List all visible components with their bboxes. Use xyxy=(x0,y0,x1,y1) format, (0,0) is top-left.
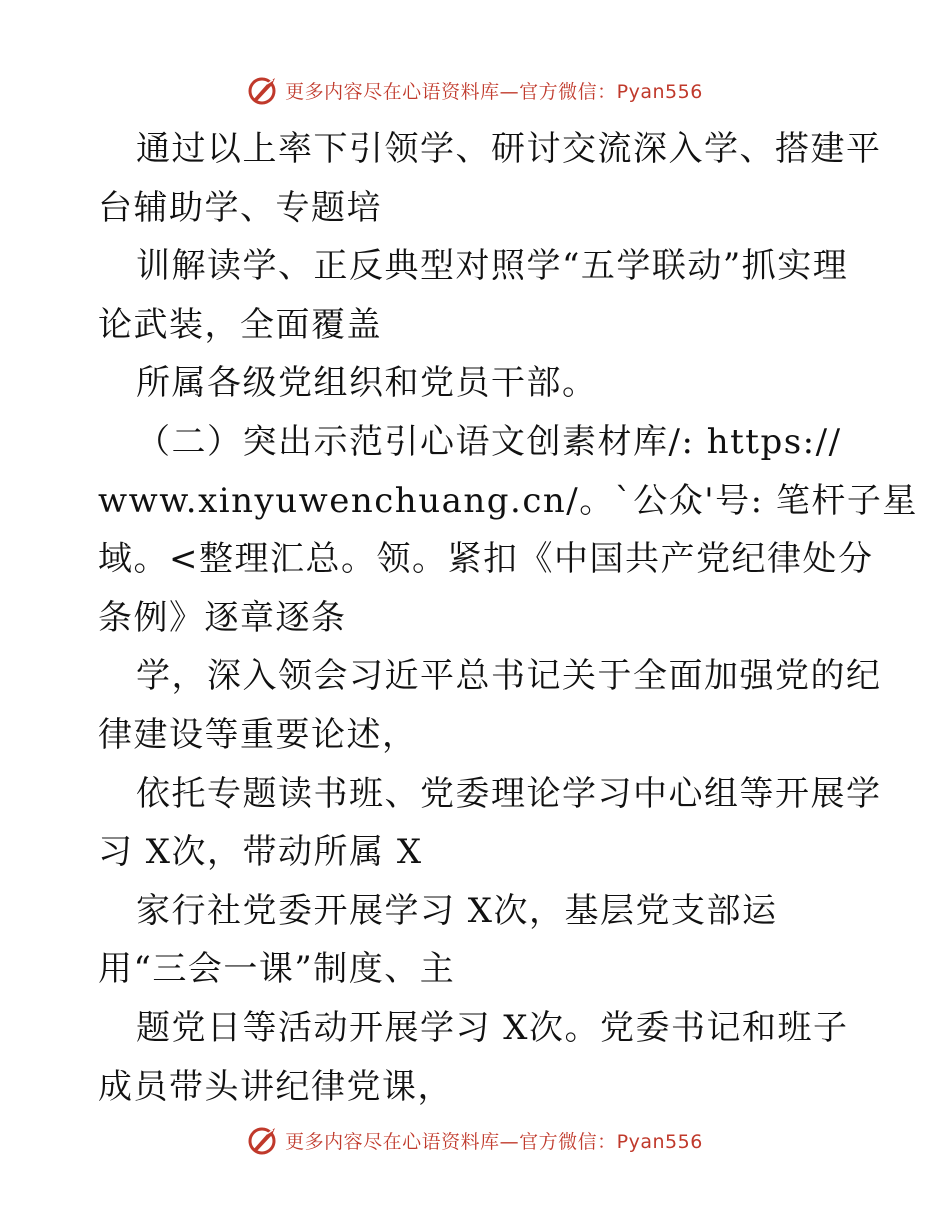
quill-pen-logo-icon xyxy=(247,1124,279,1156)
text-line: 习 X次，带动所属 X xyxy=(98,832,423,873)
text-line: 域。<整理汇总。领。紧扣《中国共产党纪律处分 xyxy=(98,539,874,580)
footer-banner xyxy=(0,1120,950,1160)
text-line: www.xinyuwenchuang.cn/。`公众'号: 笔杆子星 xyxy=(98,480,918,521)
document-body xyxy=(98,120,918,1116)
text-line: 用“三会一课”制度、主 xyxy=(98,949,456,990)
footer-banner-text: 更多内容尽在心语资料库—官方微信：Pyan556 xyxy=(285,1130,703,1153)
text-line: 依托专题读书班、党委理论学习中心组等开展学 xyxy=(136,773,882,814)
header-banner-text: 更多内容尽在心语资料库—官方微信：Pyan556 xyxy=(285,80,703,103)
text-line: 学，深入领会习近平总书记关于全面加强党的纪 xyxy=(136,656,882,697)
text-line: 所属各级党组织和党员干部。 xyxy=(136,363,598,404)
text-line: （二）突出示范引心语文创素材库/: https:// xyxy=(136,421,842,462)
header-banner xyxy=(0,70,950,110)
text-line: 题党日等活动开展学习 X次。党委书记和班子 xyxy=(136,1007,849,1048)
text-line: 通过以上率下引领学、研讨交流深入学、搭建平 xyxy=(136,129,882,169)
text-line: 台辅助学、专题培 xyxy=(98,187,382,228)
text-line: 成员带头讲纪律党课， xyxy=(98,1066,453,1107)
text-line: 家行社党委开展学习 X次，基层党支部运 xyxy=(136,890,778,931)
quill-pen-logo-icon xyxy=(247,74,279,106)
text-line: 论武装，全面覆盖 xyxy=(98,304,382,345)
text-line: 律建设等重要论述， xyxy=(98,714,418,755)
text-line: 训解读学、正反典型对照学“五学联动”抓实理 xyxy=(136,246,849,287)
text-line: 条例》逐章逐条 xyxy=(98,597,347,638)
